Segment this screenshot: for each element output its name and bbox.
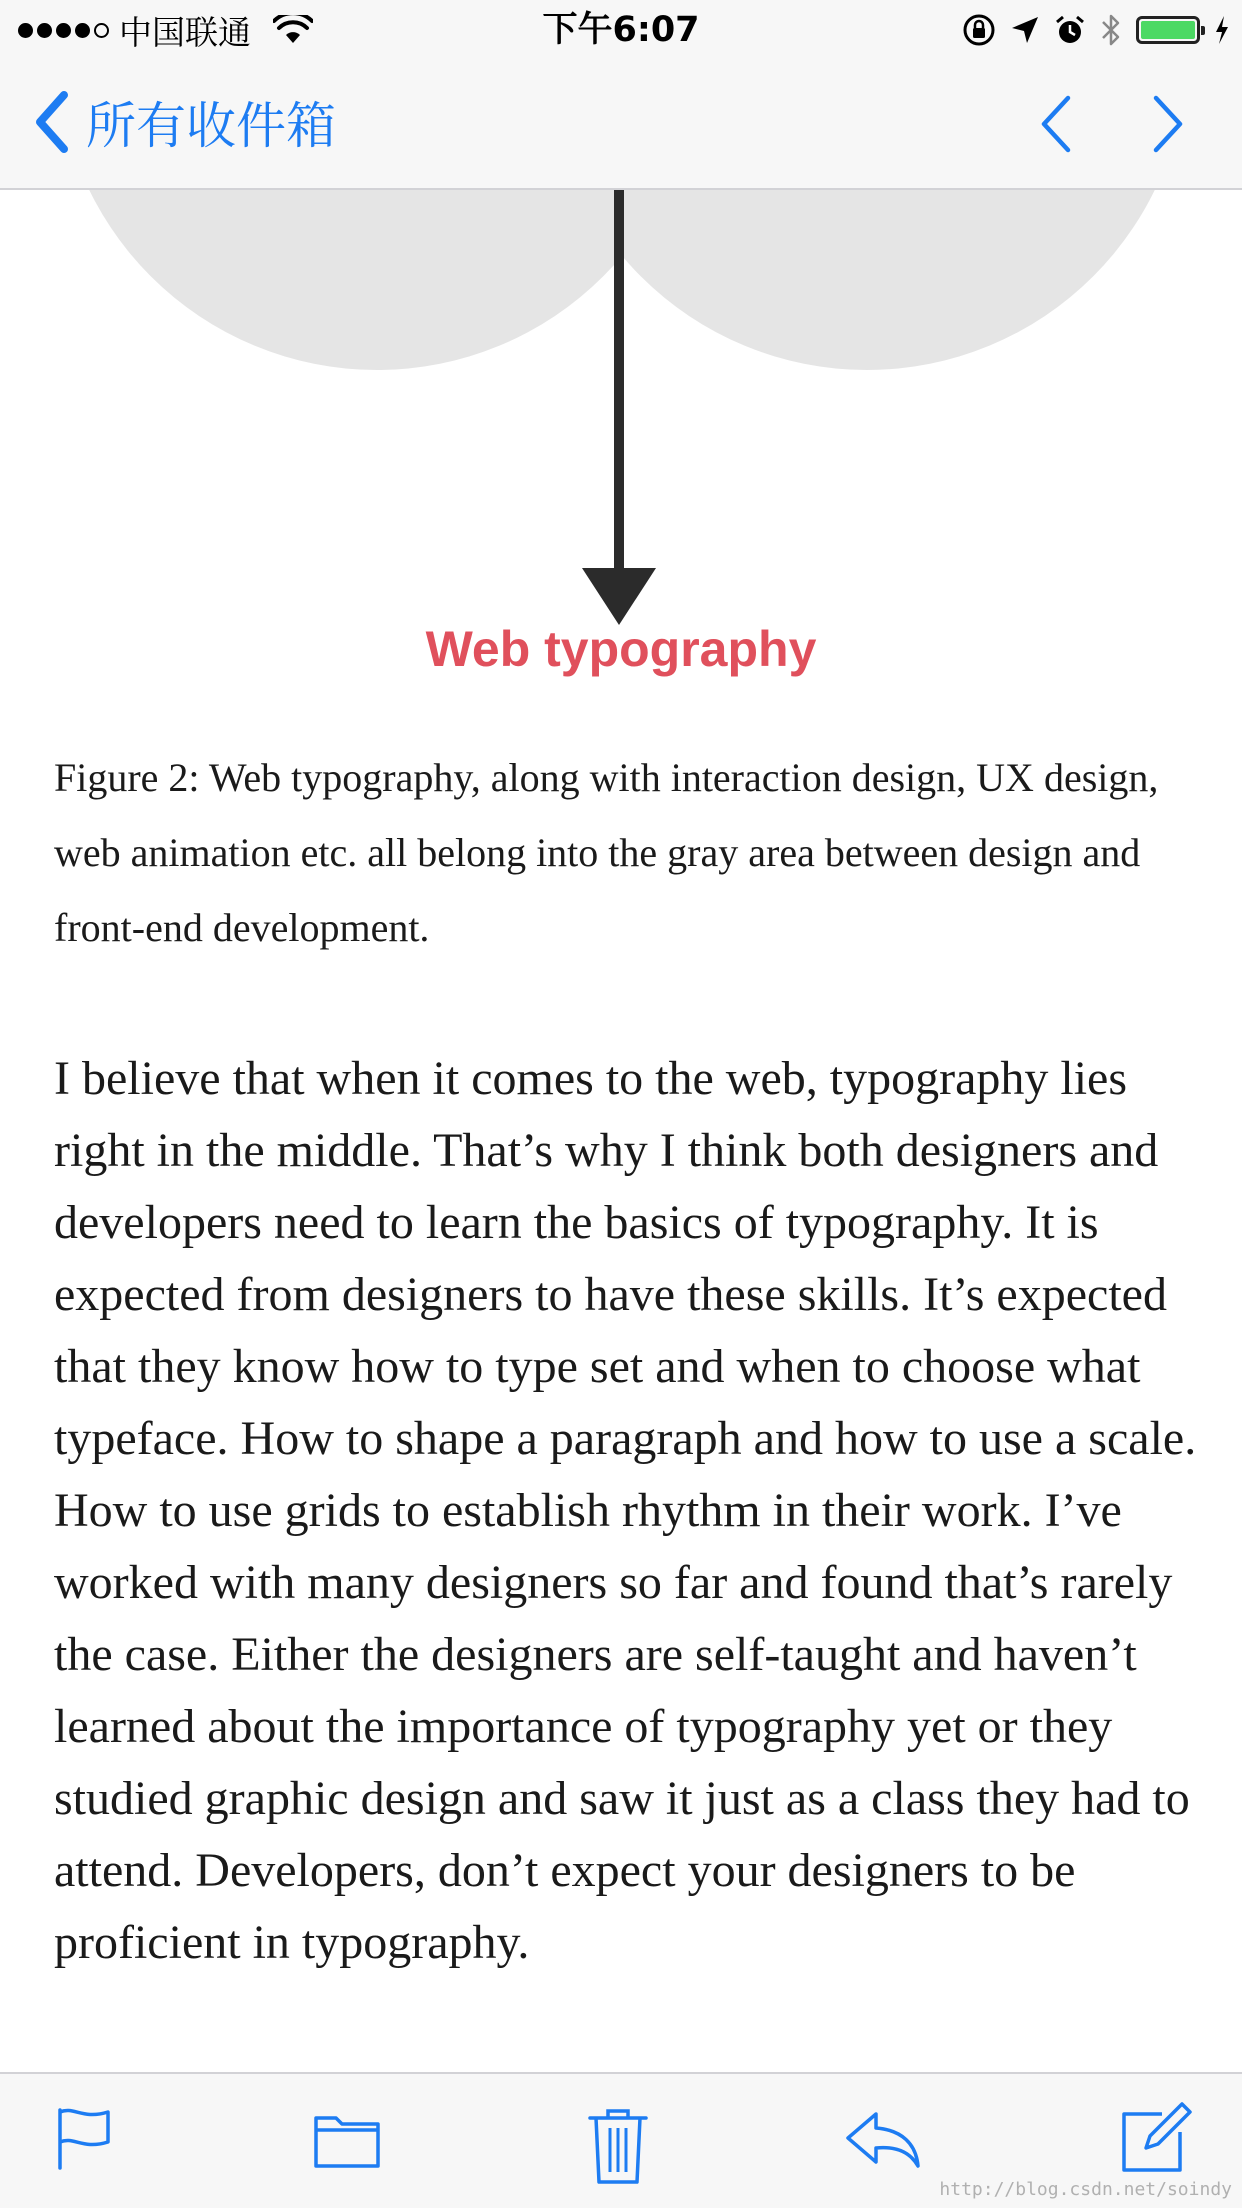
arrow-shaft: [614, 190, 624, 575]
arrow-head: [582, 568, 656, 625]
reply-icon[interactable]: [844, 2106, 922, 2172]
flag-icon[interactable]: [54, 2106, 114, 2172]
nav-bar: [0, 60, 1242, 190]
watermark: http://blog.csdn.net/soindy: [939, 2179, 1232, 2200]
battery-level: [1141, 21, 1195, 39]
location-arrow-icon: [1010, 15, 1040, 45]
charging-bolt-icon: [1214, 15, 1230, 45]
figure-label: Web typography: [425, 621, 817, 677]
folder-icon[interactable]: [312, 2106, 382, 2172]
figure-caption: Figure 2: Web typography, along with interaction design, UX design, web animation etc. all belong into the gray area between design and front-end development.: [54, 755, 1159, 950]
back-button[interactable]: [32, 82, 336, 162]
trash-icon[interactable]: [586, 2106, 650, 2186]
carrier-name: 中国联通: [119, 12, 251, 52]
article-paragraph: I believe that when it comes to the web, typography lies right in the middle. That’s why I think both designers and developers need to learn the basics of typography. It is expected from designers to have these skills. It’s expected that they know how to type set and when to choose what typeface. How to shape a paragraph and how to use a scale. How to use grids to establish rhythm in their work. I’ve worked with many designers so far and found that’s rarely the case. Either the designers are self-taught and haven’t learned about the importance of typography yet or they studied graphic design and saw it just as a class they had to attend. Developers, don’t expect your designers to be proficient in typography.: [54, 1052, 1197, 1969]
battery-icon: [1136, 16, 1200, 44]
alarm-icon: [1054, 14, 1086, 46]
venn-figure: [0, 190, 1242, 710]
previous-message-button[interactable]: [1036, 94, 1076, 154]
chevron-left-icon: [32, 91, 72, 153]
next-message-button[interactable]: [1148, 94, 1188, 154]
compose-icon[interactable]: [1120, 2100, 1194, 2174]
status-time: 下午6:07: [542, 10, 700, 50]
bluetooth-icon: [1100, 12, 1122, 48]
status-bar: [0, 0, 1242, 60]
bottom-toolbar: [0, 2072, 1242, 2208]
status-right: [962, 8, 1230, 52]
development-circle: [547, 190, 1187, 370]
back-button-label: 所有收件箱: [86, 97, 336, 155]
message-content[interactable]: [0, 190, 1242, 2072]
orientation-lock-icon: [962, 13, 996, 47]
